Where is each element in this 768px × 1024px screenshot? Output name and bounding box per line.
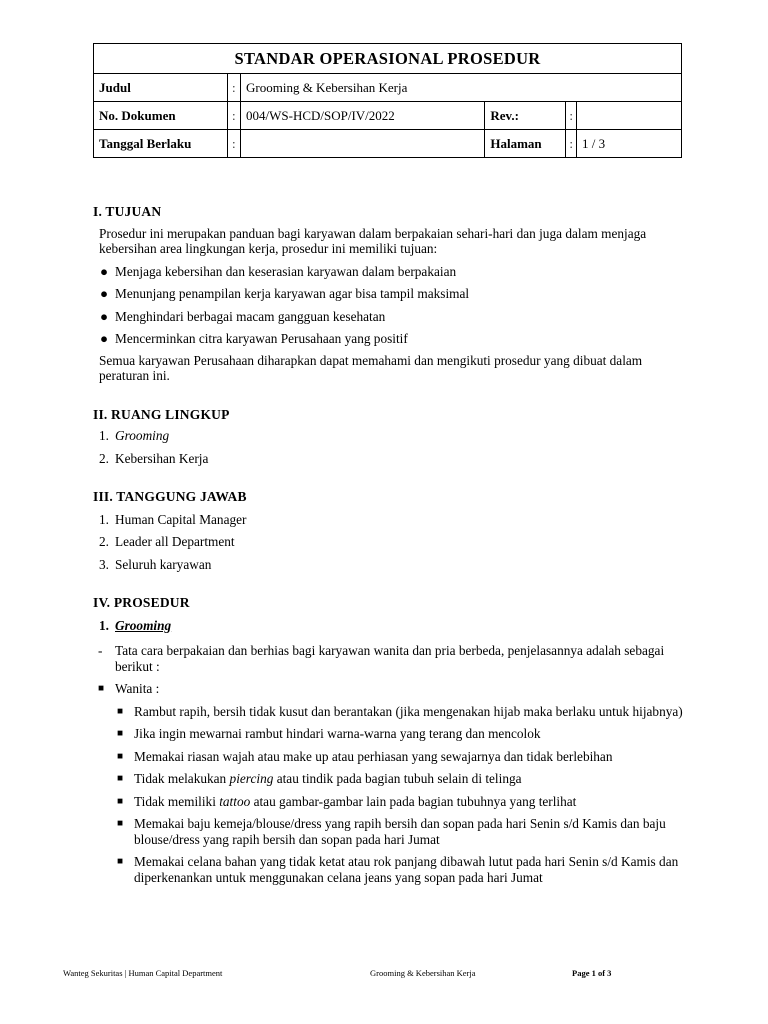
tanggung-jawab-list	[93, 512, 693, 573]
bullet-dot-icon: ●	[100, 286, 109, 301]
list-item: 1. Grooming	[99, 428, 170, 443]
list-item: ● Menghindari berbagai macam gangguan kesehatan	[100, 308, 386, 324]
section-title-tanggung-jawab: III. TANGGUNG JAWAB	[93, 489, 247, 504]
square-bullet-icon: ■	[117, 750, 124, 762]
tanggal-berlaku-label: Tanggal Berlaku	[94, 130, 228, 158]
square-bullet-icon: ■	[98, 683, 105, 694]
tujuan-closing: Semua karyawan Perusahaan diharapkan dapat memahami dan mengikuti prosedur yang dibuat dalam peraturan ini.	[99, 352, 643, 383]
rev-label: Rev.:	[485, 102, 566, 130]
bullet-dot-icon: ●	[100, 263, 109, 279]
list-item: ■ Memakai riasan wajah atau make up atau perhiasan yang sewajarnya dan tidak berlebihan	[117, 748, 613, 764]
no-dokumen-value: 004/WS-HCD/SOP/IV/2022	[241, 102, 485, 130]
list-item: ■ Memakai celana bahan yang tidak ketat atau rok panjang dibawah lutut pada hari Senin s/d Kamis dan diperkenankan untuk menggunakan celana jeans yang sopan pada hari Jumat	[117, 854, 679, 885]
colon: :	[228, 130, 241, 158]
list-item: ■ Memakai baju kemeja/blouse/dress yang rapih bersih dan sopan pada hari Senin s/d Kamis dan baju blouse/dress yang rapih bersih dan sopan pada hari Jumat	[117, 816, 666, 847]
list-item: 1. Human Capital Manager	[99, 511, 247, 527]
section-title-prosedur: IV. PROSEDUR	[93, 595, 190, 610]
document-title: STANDAR OPERASIONAL PROSEDUR	[94, 44, 682, 74]
rev-value	[577, 102, 682, 130]
bullet-dot-icon: ●	[100, 308, 109, 324]
square-bullet-icon: ■	[117, 856, 124, 867]
colon: :	[566, 102, 577, 130]
wanita-list	[93, 704, 693, 886]
colon: :	[566, 130, 577, 158]
tanggal-berlaku-value	[241, 130, 485, 158]
sop-header-table	[93, 43, 682, 158]
footer-page-number: Page 1 of 3	[572, 968, 612, 978]
footer-left: Wanteg Sekuritas | Human Capital Department	[63, 968, 223, 978]
section-title-tujuan: I. TUJUAN	[93, 204, 162, 219]
list-item: 3. Seluruh karyawan	[99, 556, 212, 572]
colon: :	[228, 74, 241, 102]
list-item: ■ Tidak memiliki tattoo atau gambar-gambar lain pada bagian tubuhnya yang terlihat	[117, 793, 577, 809]
no-dokumen-label: No. Dokumen	[94, 102, 228, 130]
tujuan-intro: Prosedur ini merupakan panduan bagi karyawan dalam berpakaian sehari-hari dan juga dalam menjaga kebersihan area lingkungan kerja, prosedur ini memiliki tujuan:	[99, 225, 647, 256]
square-bullet-icon: ■	[117, 795, 124, 807]
list-item: ■ Rambut rapih, bersih tidak kusut dan berantakan (jika mengenakan hijab maka berlaku untuk hijabnya)	[117, 703, 683, 719]
tujuan-list	[93, 264, 693, 347]
bullet-dot-icon: ●	[100, 331, 109, 346]
subsection-title: Grooming	[115, 617, 172, 633]
list-item: ■ Tidak melakukan piercing atau tindik pada bagian tubuh selain di telinga	[117, 771, 522, 786]
square-bullet-icon: ■	[117, 728, 124, 739]
judul-value: Grooming & Kebersihan Kerja	[241, 74, 682, 102]
dash-item: - Tata cara berpakaian dan berhias bagi karyawan wanita dan pria berbeda, penjelasannya adalah sebagai berikut :	[98, 643, 665, 674]
halaman-label: Halaman	[485, 130, 566, 158]
list-item: 2. Kebersihan Kerja	[99, 450, 209, 466]
section-title-ruang-lingkup: II. RUANG LINGKUP	[93, 406, 230, 422]
colon: :	[228, 102, 241, 130]
list-item: ■ Jika ingin mewarnai rambut hindari warna-warna yang terang dan mencolok	[117, 726, 541, 741]
list-item: ● Mencerminkan citra karyawan Perusahaan yang positif	[100, 331, 408, 346]
list-item: ● Menunjang penampilan kerja karyawan agar bisa tampil maksimal	[100, 286, 470, 301]
footer-center: Grooming & Kebersihan Kerja	[370, 968, 476, 978]
square-bullet-icon: ■	[117, 818, 124, 829]
wanita-heading: ■ Wanita :	[98, 681, 160, 696]
list-item: ● Menjaga kebersihan dan keserasian karyawan dalam berpakaian	[100, 263, 457, 279]
ruang-lingkup-list	[93, 428, 693, 466]
subsection-grooming: 1. Grooming	[99, 617, 172, 633]
judul-label: Judul	[94, 74, 228, 102]
square-bullet-icon: ■	[117, 773, 124, 784]
halaman-value: 1 / 3	[577, 130, 682, 158]
list-item: 2. Leader all Department	[99, 534, 235, 549]
square-bullet-icon: ■	[117, 705, 124, 717]
document-body	[93, 198, 693, 885]
